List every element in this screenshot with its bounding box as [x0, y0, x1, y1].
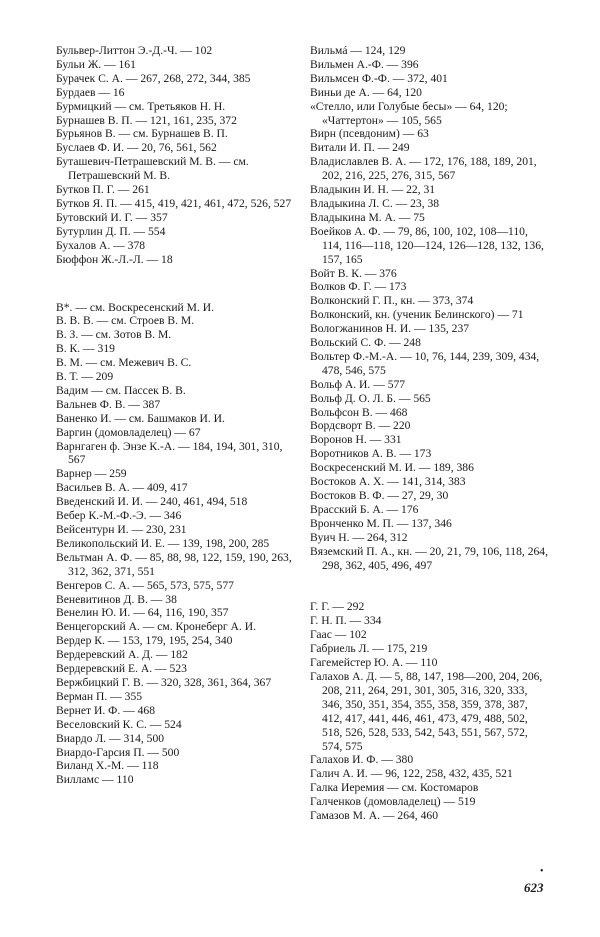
index-entry: Врасский Б. А. — 176: [310, 502, 419, 516]
index-entry: Венцегорский А. — см. Кронеберг А. И.: [56, 620, 256, 634]
index-entry: Волконский Г. П., кн. — 373, 374: [310, 294, 474, 308]
index-entry: В. К. — 319: [56, 342, 115, 356]
index-entry: Вадим — см. Пассек В. В.: [56, 383, 186, 397]
index-entry: Вернет И. Ф. — 468: [56, 703, 155, 717]
index-entry: Варнер — 259: [56, 467, 127, 481]
left-column: [56, 44, 296, 787]
index-entry: Вебер К.-М.-Ф.-Э. — 346: [56, 509, 182, 523]
index-entry: Г. Г. — 292: [310, 600, 365, 614]
index-entry: Воейков А. Ф. — 79, 86, 100, 102, 108—110, 114, 116—118, 120—124, 126—128, 132, 136, 157, 165: [310, 224, 544, 266]
index-entry: Бухалов А. — 378: [56, 238, 146, 252]
index-entry: Верман П. — 355: [56, 689, 143, 703]
index-entry: В. Т. — 209: [56, 370, 114, 384]
index-entry: Виардо Л. — 314, 500: [56, 731, 165, 745]
index-entry: Бульи Ж. — 161: [56, 57, 136, 71]
index-entry: В*. — см. Воскресенский М. И.: [56, 300, 215, 314]
index-entry: Вердеревский Е. А. — 523: [56, 662, 187, 676]
index-entry: Бутков П. Г. — 261: [56, 183, 150, 197]
left-block-2: [56, 301, 296, 788]
index-entry: Вронченко М. П. — 137, 346: [310, 516, 452, 530]
index-entry: Вилламс — 110: [56, 773, 134, 787]
index-entry: Воротников А. В. — 173: [310, 447, 432, 461]
index-entry: Великопольский И. Е. — 139, 198, 200, 285: [56, 536, 270, 550]
index-entry: Галченков (домовладелец) — 519: [310, 795, 476, 809]
index-entry: Вильмен А.-Ф. — 396: [310, 57, 419, 71]
index-entry: Галич А. И. — 96, 122, 258, 432, 435, 521: [310, 767, 513, 781]
index-entry: Веневитинов Д. В. — 38: [56, 592, 177, 606]
index-entry: Вордсворт В. — 220: [310, 419, 411, 433]
index-entry: Варнгаген ф. Энзе К.-А. — 184, 194, 301, 310, 567: [56, 439, 283, 467]
index-entry: Венгеров С. А. — 565, 573, 575, 577: [56, 578, 234, 592]
index-entry: Галка Иеремия — см. Костомаров: [310, 781, 479, 795]
index-entry: Бурнашев В. П. — 121, 161, 235, 372: [56, 113, 237, 127]
index-entry: Вержбицкий Г. В. — 320, 328, 361, 364, 367: [56, 675, 272, 689]
right-block-2: [310, 600, 550, 823]
right-block-1: [310, 44, 550, 572]
right-column: [310, 44, 550, 823]
index-entry: Бутовский И. Г. — 357: [56, 210, 168, 224]
index-entry: Вольфсон В. — 468: [310, 405, 408, 419]
index-entry: Вяземский П. А., кн. — 20, 21, 79, 106, 118, 264, 298, 362, 405, 496, 497: [310, 544, 548, 572]
index-entry: Гагемейстер Ю. А. — 110: [310, 656, 438, 670]
index-entry: Венелин Ю. И. — 64, 116, 190, 357: [56, 606, 229, 620]
index-entry: «Стелло, или Голубые бесы» — 64, 120; «Чаттертон» — 105, 565: [310, 99, 508, 127]
index-entry: Востоков А. Х. — 141, 314, 383: [310, 475, 466, 489]
index-entry: Владыкин И. Н. — 22, 31: [310, 183, 436, 197]
index-entry: Введенский И. И. — 240, 461, 494, 518: [56, 495, 248, 509]
index-entry: Бурмицкий — см. Третьяков Н. Н.: [56, 99, 226, 113]
index-entry: Виардо-Гарсия П. — 500: [56, 745, 180, 759]
index-entry: Гаас — 102: [310, 628, 367, 642]
index-entry: В. З. — см. Зотов В. М.: [56, 328, 172, 342]
index-entry: Бутков Я. П. — 415, 419, 421, 461, 472, 526, 527: [56, 196, 292, 210]
index-entry: Вейсентурн И. — 230, 231: [56, 523, 187, 536]
index-entry: В. В. В. — см. Строев В. М.: [56, 314, 195, 328]
index-entry: Веселовский К. С. — 524: [56, 717, 182, 731]
index-entry: Бюффон Ж.-Л.-Л. — 18: [56, 252, 173, 266]
index-entry: Бутурлин Д. П. — 554: [56, 224, 166, 238]
index-entry: Бурачек С. А. — 267, 268, 272, 344, 385: [56, 71, 251, 85]
index-entry: Ваненко И. — см. Башмаков И. И.: [56, 411, 225, 425]
index-entry: Владыкина Л. С. — 23, 38: [310, 196, 440, 210]
index-entry: Вольский С. Ф. — 248: [310, 336, 421, 350]
index-entry: Вильмá — 124, 129: [310, 44, 406, 57]
index-entry: Виланд Х.-М. — 118: [56, 759, 159, 773]
index-entry: Вальнев Ф. В. — 387: [56, 397, 161, 411]
index-entry: Вольтер Ф.-М.-А. — 10, 76, 144, 239, 309, 434, 478, 546, 575: [310, 349, 540, 377]
index-entry: Бульвер-Литтон Э.-Д.-Ч. — 102: [56, 44, 213, 57]
index-entry: Васильев В. А. — 409, 417: [56, 481, 188, 495]
index-entry: Витали И. П. — 249: [310, 141, 410, 155]
block-gap: [56, 267, 296, 301]
index-entry: Вольф А. И. — 577: [310, 377, 406, 391]
index-entry: Вердер К. — 153, 179, 195, 254, 340: [56, 634, 233, 648]
index-entry: Вильмсен Ф.-Ф. — 372, 401: [310, 71, 448, 85]
index-entry: Вуич Н. — 264, 312: [310, 530, 408, 544]
index-entry: Г. Н. П. — 334: [310, 614, 382, 628]
index-entry: Габриель Л. — 175, 219: [310, 642, 428, 656]
index-entry: Вельтман А. Ф. — 85, 88, 98, 122, 159, 190, 263, 312, 362, 371, 551: [56, 550, 292, 578]
index-entry: Воронов Н. — 331: [310, 433, 402, 447]
index-entry: Гамазов М. А. — 264, 460: [310, 809, 438, 823]
index-entry: Востоков В. Ф. — 27, 29, 30: [310, 489, 449, 502]
index-entry: Владиславлев В. А. — 172, 176, 188, 189, 201, 202, 216, 225, 276, 315, 567: [310, 155, 537, 183]
index-entry: Вольф Д. О. Л. Б. — 565: [310, 391, 431, 405]
index-entry: Вологжанинов Н. И. — 135, 237: [310, 322, 470, 336]
index-entry: В. М. — см. Межевич В. С.: [56, 356, 192, 370]
index-entry: Воскресенский М. И. — 189, 386: [310, 461, 474, 475]
index-entry: Владыкина М. А. — 75: [310, 210, 425, 224]
index-entry: Галахов И. Ф. — 380: [310, 753, 414, 767]
index-entry: Буслаев Ф. И. — 20, 76, 561, 562: [56, 141, 217, 155]
index-entry: Виньи де А. — 64, 120: [310, 85, 422, 99]
index-entry: Бурьянов В. — см. Бурнашев В. П.: [56, 127, 228, 141]
index-entry: Галахов А. Д. — 5, 88, 147, 198—200, 204, 206, 208, 211, 264, 291, 301, 305, 316, 320, 333, 346, 350, 351, 354, 355, 358, 359, 378, 387, 412, 417, 441, 446, 461, 473, 479, 488, 502, 518, 526, 528, 533, 542, 543, 551, 567, 572, 574, 575: [310, 669, 543, 753]
index-entry: Варгин (домовладелец) — 67: [56, 425, 201, 439]
page-number: 623: [524, 880, 544, 895]
index-entry: Волков Ф. Г. — 173: [310, 280, 407, 294]
left-block-1: [56, 44, 296, 267]
index-entry: Войт В. К. — 376: [310, 266, 397, 280]
index-entry: Буташевич-Петрашевский М. В. — см. Петрашевский М. В.: [56, 155, 249, 183]
index-entry: Вердеревский А. Д. — 182: [56, 648, 188, 662]
decorative-dot: •: [540, 866, 544, 877]
index-entry: Бурдаев — 16: [56, 85, 125, 99]
index-entry: Волконский, кн. (ученик Белинского) — 71: [310, 308, 524, 322]
block-gap: [310, 572, 550, 600]
index-entry: Вирн (псевдоним) — 63: [310, 127, 429, 141]
